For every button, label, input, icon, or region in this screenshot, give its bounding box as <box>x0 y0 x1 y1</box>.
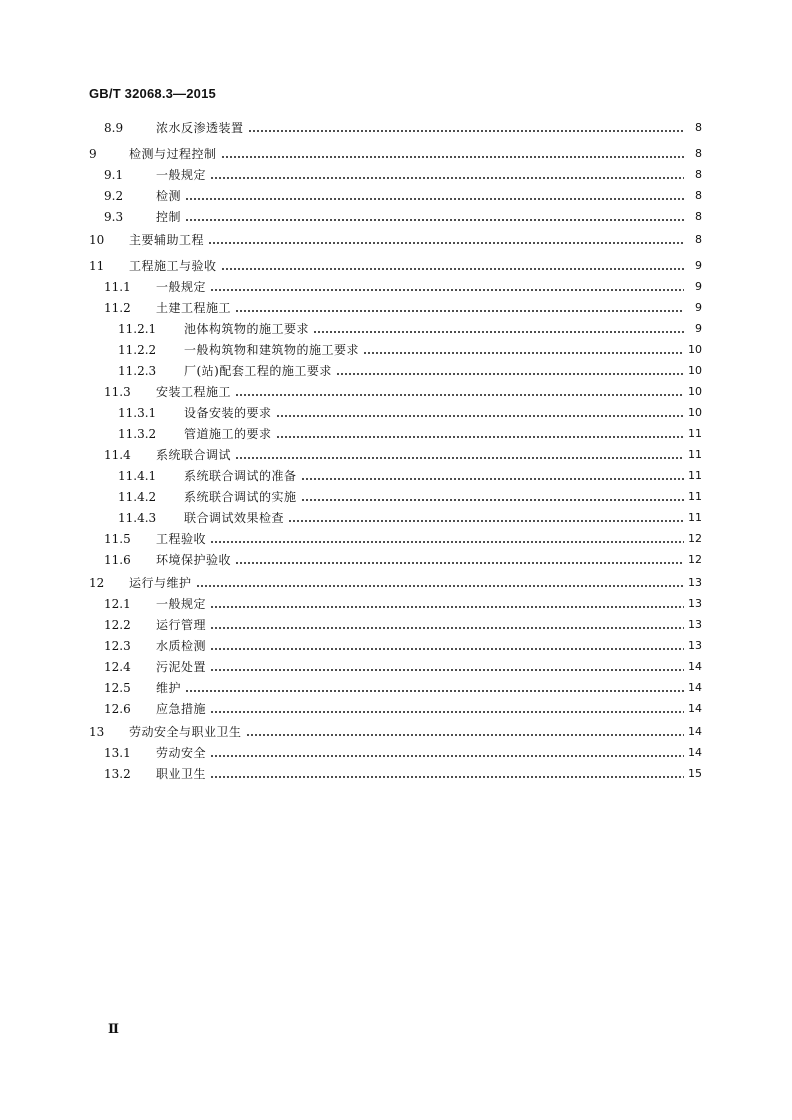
toc-entry-page: 9 <box>695 301 702 314</box>
toc-entry-number: 13.1 <box>104 746 131 760</box>
toc-entry-title: 水质检测 <box>156 639 207 653</box>
toc-entry-title: 运行管理 <box>156 618 207 632</box>
toc-entry[interactable] <box>104 766 702 782</box>
toc-entry-page: 14 <box>688 725 702 738</box>
toc-entry[interactable] <box>104 300 702 316</box>
toc-entry-title: 工程施工与验收 <box>129 259 217 273</box>
toc-entry-page: 14 <box>688 681 702 694</box>
toc-entry[interactable] <box>104 745 702 761</box>
toc-entry-number: 11.6 <box>104 553 131 567</box>
toc-entry-title: 系统联合调试的准备 <box>184 469 297 483</box>
toc-entry-number: 9 <box>89 147 97 161</box>
toc-entry-page: 10 <box>688 343 702 356</box>
toc-entry-page: 8 <box>695 168 702 181</box>
toc-dot-leader <box>288 510 684 526</box>
toc-entry[interactable] <box>104 167 702 183</box>
toc-dot-leader <box>210 596 684 612</box>
toc-entry-number: 12.1 <box>104 597 131 611</box>
toc-dot-leader <box>235 384 684 400</box>
toc-entry-number: 11.2.1 <box>118 322 157 336</box>
toc-entry-title: 工程验收 <box>156 532 207 546</box>
toc-entry-number: 11.4.3 <box>118 511 157 525</box>
toc-entry[interactable] <box>118 321 702 337</box>
toc-entry-number: 11.4 <box>104 448 131 462</box>
toc-dot-leader <box>301 468 684 484</box>
toc-dot-leader <box>363 342 684 358</box>
toc-dot-leader <box>185 188 684 204</box>
toc-dot-leader <box>210 659 684 675</box>
toc-entry-number: 11.3.1 <box>118 406 157 420</box>
toc-entry-number: 11.1 <box>104 280 131 294</box>
toc-entry-title: 一般规定 <box>156 168 207 182</box>
toc-dot-leader <box>196 575 684 591</box>
toc-entry-page: 13 <box>688 576 702 589</box>
toc-entry[interactable] <box>89 146 702 162</box>
toc-entry-title: 池体构筑物的施工要求 <box>184 322 310 336</box>
toc-dot-leader <box>248 120 684 136</box>
toc-entry-title: 土建工程施工 <box>156 301 232 315</box>
toc-entry-number: 9.1 <box>104 168 124 182</box>
toc-entry-title: 检测与过程控制 <box>129 147 217 161</box>
toc-entry-number: 12.3 <box>104 639 131 653</box>
toc-entry-number: 9.2 <box>104 189 124 203</box>
toc-entry-number: 11.4.2 <box>118 490 157 504</box>
toc-entry[interactable] <box>104 279 702 295</box>
toc-entry-page: 10 <box>688 364 702 377</box>
toc-dot-leader <box>210 638 684 654</box>
toc-dot-leader <box>208 232 684 248</box>
toc-entry-number: 8.9 <box>104 121 124 135</box>
toc-dot-leader <box>210 766 684 782</box>
toc-entry-title: 一般构筑物和建筑物的施工要求 <box>184 343 360 357</box>
toc-entry-number: 13.2 <box>104 767 131 781</box>
toc-entry-title: 劳动安全 <box>156 746 207 760</box>
toc-entry-number: 11.2.2 <box>118 343 157 357</box>
toc-entry[interactable] <box>118 342 702 358</box>
toc-dot-leader <box>301 489 684 505</box>
toc-entry-number: 11.2 <box>104 301 131 315</box>
toc-entry-page: 14 <box>688 746 702 759</box>
toc-entry-number: 11.3.2 <box>118 427 157 441</box>
toc-entry-title: 安装工程施工 <box>156 385 232 399</box>
document-id: GB/T 32068.3—2015 <box>89 86 216 101</box>
toc-entry-title: 运行与维护 <box>129 576 192 590</box>
toc-entry-title: 管道施工的要求 <box>184 427 272 441</box>
toc-entry-page: 11 <box>688 469 702 482</box>
toc-entry-page: 12 <box>688 532 702 545</box>
toc-dot-leader <box>221 258 684 274</box>
toc-entry-page: 15 <box>688 767 702 780</box>
toc-entry[interactable] <box>118 489 702 505</box>
toc-entry-title: 一般规定 <box>156 280 207 294</box>
toc-dot-leader <box>313 321 684 337</box>
toc-entry[interactable] <box>104 188 702 204</box>
toc-dot-leader <box>246 724 684 740</box>
toc-entry-page: 12 <box>688 553 702 566</box>
toc-entry[interactable] <box>118 468 702 484</box>
toc-entry-title: 维护 <box>156 681 182 695</box>
toc-entry-page: 10 <box>688 406 702 419</box>
toc-entry-page: 11 <box>688 448 702 461</box>
page-number: Ⅱ <box>108 1022 119 1037</box>
toc-dot-leader <box>210 617 684 633</box>
toc-entry-number: 12.5 <box>104 681 131 695</box>
toc-entry-page: 9 <box>695 322 702 335</box>
toc-entry[interactable] <box>89 232 702 248</box>
toc-entry-title: 主要辅助工程 <box>129 233 205 247</box>
toc-entry-number: 11.5 <box>104 532 131 546</box>
toc-dot-leader <box>221 146 684 162</box>
toc-entry-title: 系统联合调试 <box>156 448 232 462</box>
toc-entry[interactable] <box>104 531 702 547</box>
toc-entry-number: 9.3 <box>104 210 124 224</box>
toc-entry-title: 环境保护验收 <box>156 553 232 567</box>
toc-entry[interactable] <box>104 120 702 136</box>
toc-entry-title: 控制 <box>156 210 182 224</box>
toc-dot-leader <box>276 426 684 442</box>
toc-entry-title: 检测 <box>156 189 182 203</box>
toc-entry[interactable] <box>104 447 702 463</box>
toc-entry[interactable] <box>104 680 702 696</box>
toc-entry-title: 厂(站)配套工程的施工要求 <box>184 364 332 378</box>
toc-entry-page: 9 <box>695 259 702 272</box>
toc-entry-title: 系统联合调试的实施 <box>184 490 297 504</box>
toc-entry[interactable] <box>118 426 702 442</box>
toc-entry-page: 8 <box>695 121 702 134</box>
toc-entry[interactable] <box>104 701 702 717</box>
toc-dot-leader <box>336 363 684 379</box>
toc-dot-leader <box>185 680 684 696</box>
toc-dot-leader <box>276 405 684 421</box>
toc-dot-leader <box>210 745 684 761</box>
toc-entry-page: 11 <box>688 427 702 440</box>
toc-dot-leader <box>210 167 684 183</box>
toc-entry-page: 13 <box>688 597 702 610</box>
toc-entry-number: 12.4 <box>104 660 131 674</box>
toc-entry[interactable] <box>89 258 702 274</box>
toc-entry[interactable] <box>104 552 702 568</box>
toc-entry-title: 联合调试效果检查 <box>184 511 285 525</box>
toc-entry-number: 10 <box>89 233 105 247</box>
toc-dot-leader <box>210 279 684 295</box>
toc-dot-leader <box>235 447 684 463</box>
toc-entry-page: 14 <box>688 702 702 715</box>
toc-entry-number: 11.4.1 <box>118 469 157 483</box>
toc-entry-page: 8 <box>695 189 702 202</box>
toc-entry-number: 12 <box>89 576 105 590</box>
toc-entry-page: 11 <box>688 490 702 503</box>
toc-entry-number: 11.3 <box>104 385 131 399</box>
toc-entry-page: 11 <box>688 511 702 524</box>
toc-entry-page: 10 <box>688 385 702 398</box>
toc-entry[interactable] <box>104 596 702 612</box>
toc-entry-title: 设备安装的要求 <box>184 406 272 420</box>
toc-entry[interactable] <box>118 510 702 526</box>
toc-entry-number: 12.2 <box>104 618 131 632</box>
toc-entry-title: 浓水反渗透装置 <box>156 121 244 135</box>
toc-dot-leader <box>235 552 684 568</box>
toc-entry-page: 9 <box>695 280 702 293</box>
toc-entry-title: 劳动安全与职业卫生 <box>129 725 242 739</box>
toc-entry-page: 13 <box>688 639 702 652</box>
toc-entry-page: 13 <box>688 618 702 631</box>
toc-dot-leader <box>235 300 684 316</box>
toc-entry-title: 应急措施 <box>156 702 207 716</box>
toc-entry-title: 一般规定 <box>156 597 207 611</box>
toc-entry[interactable] <box>89 575 702 591</box>
toc-entry-number: 13 <box>89 725 105 739</box>
toc-entry-number: 11.2.3 <box>118 364 157 378</box>
toc-dot-leader <box>210 701 684 717</box>
toc-entry[interactable] <box>104 659 702 675</box>
toc-entry[interactable] <box>104 638 702 654</box>
toc-entry-title: 职业卫生 <box>156 767 207 781</box>
toc-dot-leader <box>185 209 684 225</box>
toc-entry-page: 8 <box>695 233 702 246</box>
toc-entry-page: 8 <box>695 147 702 160</box>
toc-entry-title: 污泥处置 <box>156 660 207 674</box>
toc-entry-number: 11 <box>89 259 105 273</box>
toc-entry[interactable] <box>104 617 702 633</box>
toc-entry[interactable] <box>104 384 702 400</box>
toc-entry[interactable] <box>89 724 702 740</box>
toc-entry[interactable] <box>118 405 702 421</box>
toc-dot-leader <box>210 531 684 547</box>
toc-entry-page: 8 <box>695 210 702 223</box>
toc-entry-page: 14 <box>688 660 702 673</box>
toc-entry-number: 12.6 <box>104 702 131 716</box>
toc-entry[interactable] <box>118 363 702 379</box>
toc-entry[interactable] <box>104 209 702 225</box>
